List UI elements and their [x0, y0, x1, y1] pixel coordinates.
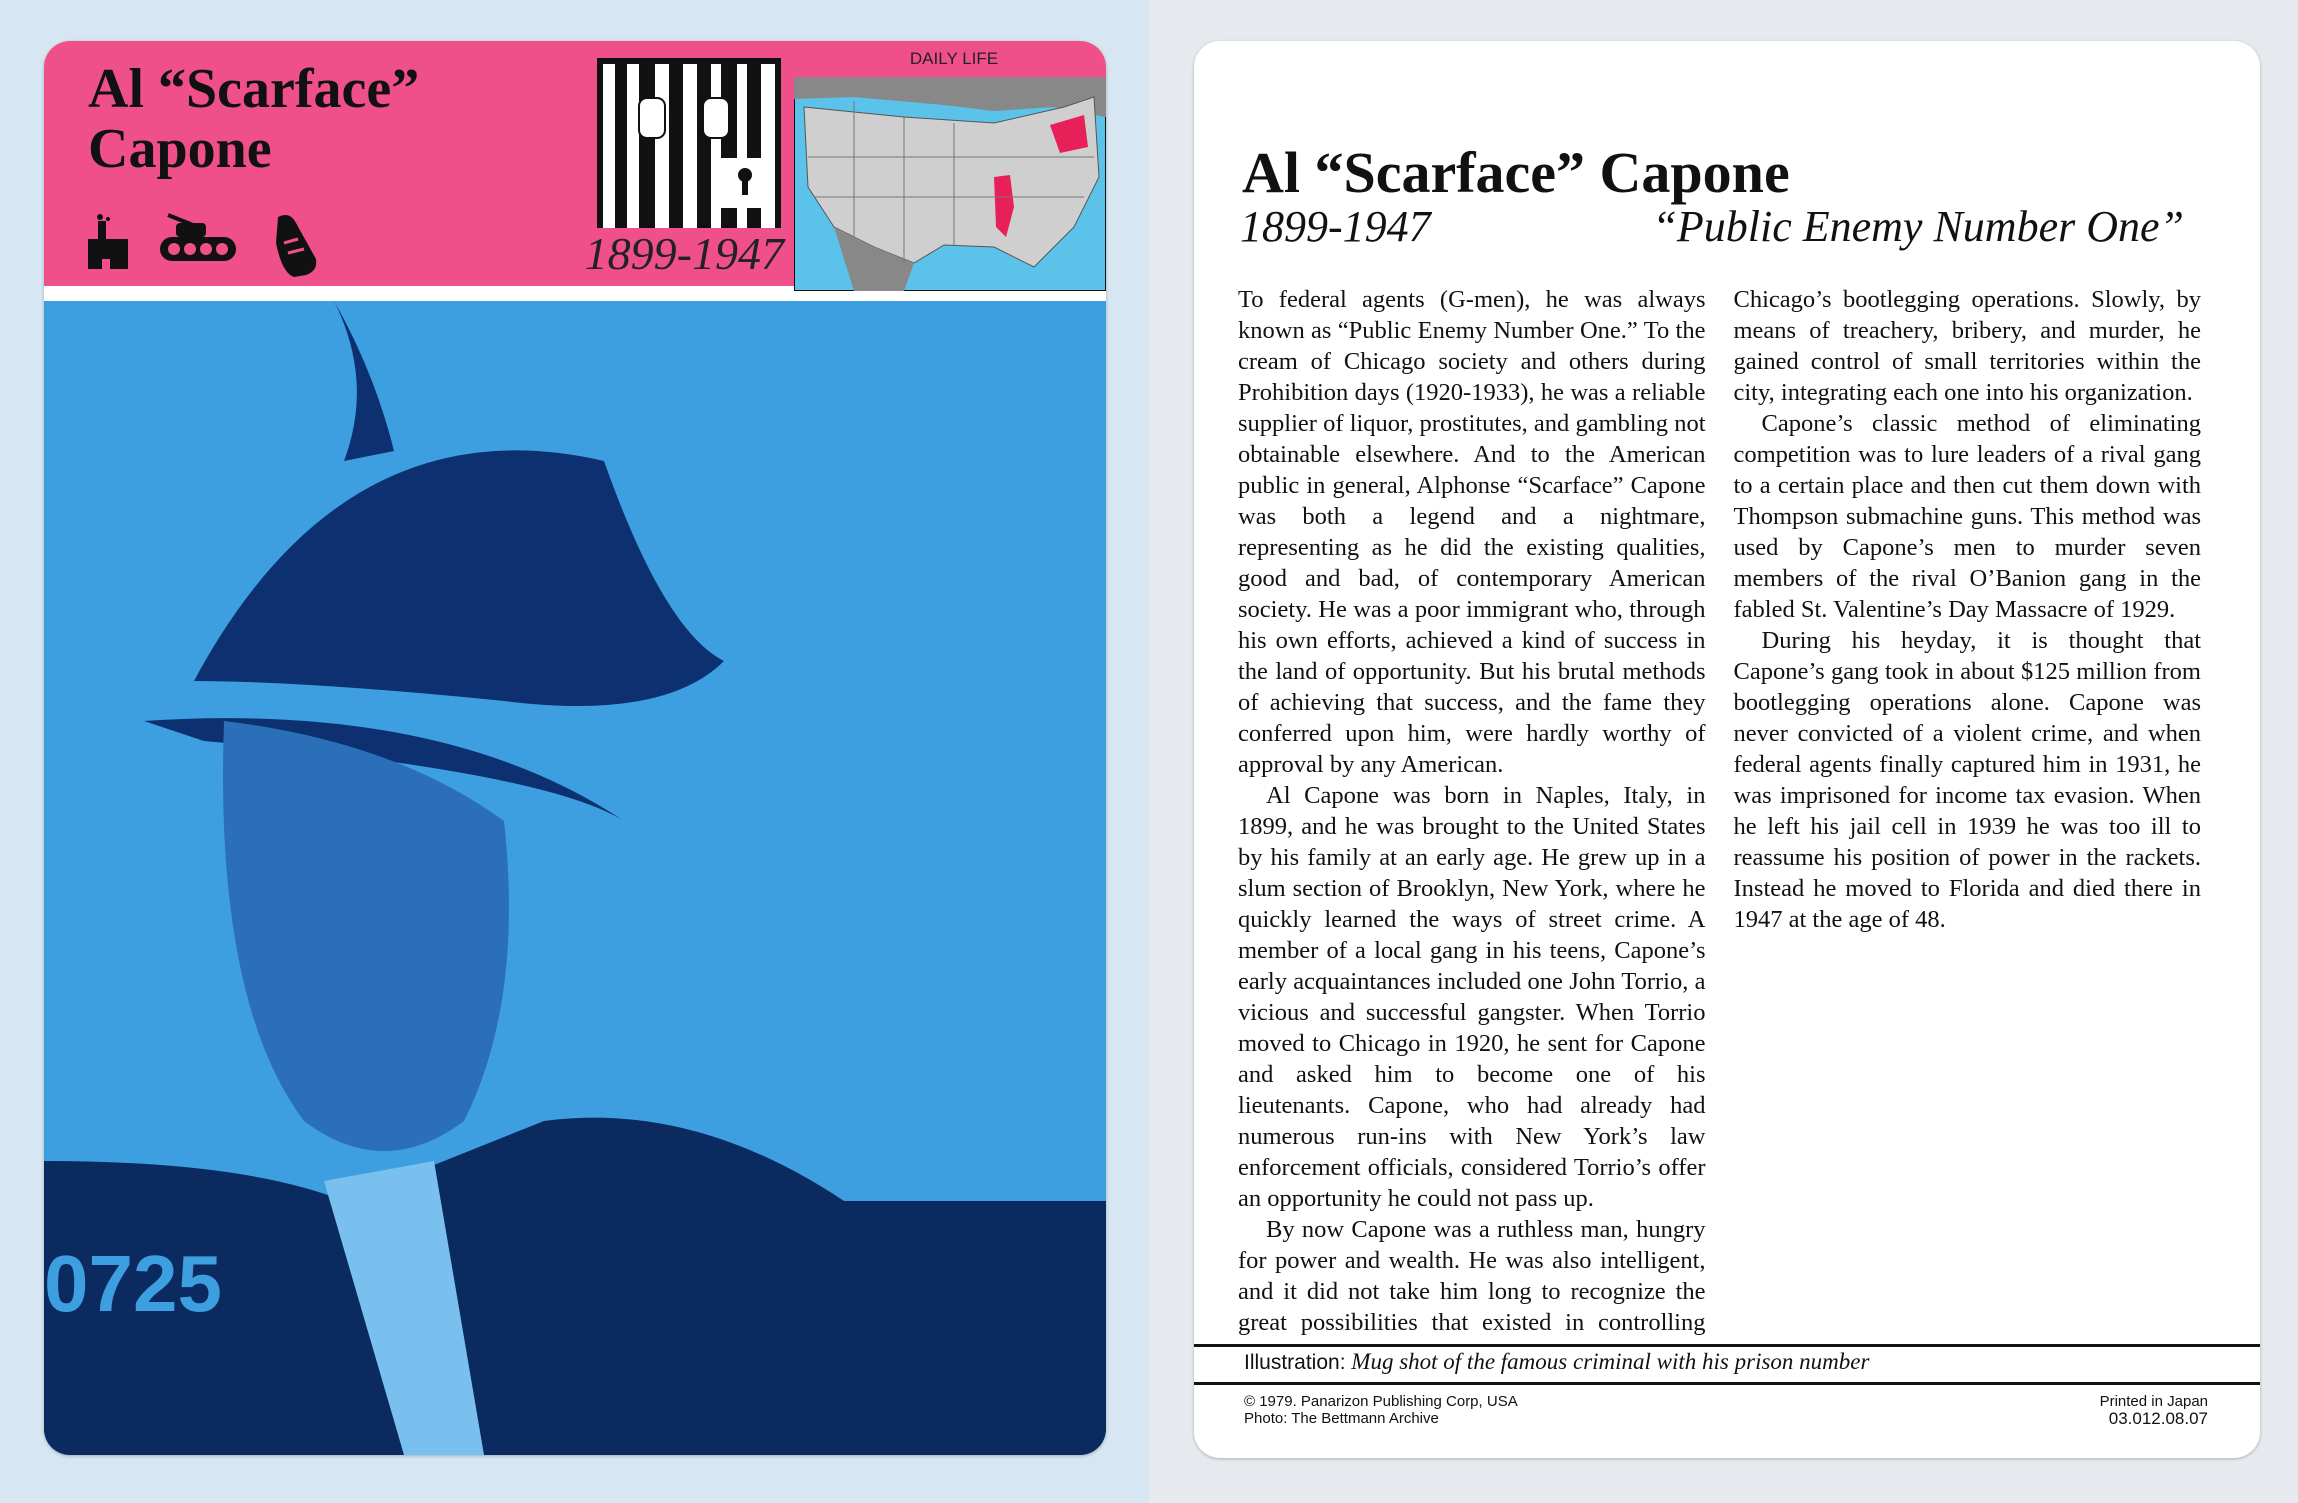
credits: [1244, 1393, 1518, 1427]
card-back: [1194, 41, 2260, 1458]
paragraph: By now Capone was a ruthless man, hungry for power and wealth. He was also intelligent, and it did not take him long to recognize the great possibilities that existed in controlling Chicago’s bootlegging operations. Slowly, by means of treachery, bribery, and murder, he gained control of small territories within the city, integrating each one into his organization.: [1238, 286, 2201, 1336]
illustration-text: Mug shot of the famous criminal with his prison number: [1351, 1349, 1870, 1374]
card-header: [44, 41, 1106, 286]
us-map: [794, 77, 1106, 291]
illustration-label: Illustration:: [1244, 1351, 1346, 1374]
back-title: Al “Scarface” Capone: [1242, 140, 1790, 205]
biography-text: [1238, 284, 2201, 1344]
card-front: [44, 41, 1106, 1455]
paragraph: To federal agents (G-men), he was always known as “Public Enemy Number One.” To the cream of Chicago society and others during Prohibition days (1920-1933), he was a reliable supplier of liquor, prostitutes, and gambling not obtainable elsewhere. And to the American public in general, Alphonse “Scarface” Capone was both a legend and a nightmare, representing as he did the existing qualities, good and bad, of contemporary American society. He was a poor immigrant who, through his own efforts, achieved a kind of success in the land of opportunity. But his brutal methods of achieving that success, and the fame they conferred upon him, were hardly worthy of approval by any American.: [1238, 286, 1706, 778]
photo-credit: Photo: The Bettmann Archive: [1244, 1410, 1439, 1427]
paragraph: During his heyday, it is thought that Capone’s gang took in about $125 million from bootlegging operations alone. Capone was never convicted of a violent crime, and when federal agents finally captured him in 1931, he was imprisoned for income tax evasion. When he left his jail cell in 1939 he was too ill to reassume his position of power in the rackets. Instead he moved to Florida and died there in 1947 at the age of 48.: [1733, 627, 2201, 933]
jail-bars-icon: [597, 58, 781, 228]
front-years: 1899-1947: [584, 228, 784, 279]
illustration-caption: [1244, 1349, 1869, 1375]
category-label: DAILY LIFE: [909, 49, 999, 68]
divider: [1194, 1344, 2260, 1347]
category-icons: [88, 213, 318, 277]
tank-icon: [158, 213, 238, 263]
prison-number: 0725: [44, 1239, 222, 1328]
title-line-1: Al “Scarface”: [88, 58, 420, 120]
print-info: [2100, 1393, 2208, 1427]
paragraph: Capone’s classic method of eliminating competition was to lure leaders of a rival gang to a certain place and then cut them down with Thompson submachine guns. This method was used by Capone’s men to murder seven members of the rival O’Banion gang in the fabled St. Valentine’s Day Massacre of 1929.: [1733, 410, 2201, 623]
back-nickname: “Public Enemy Number One”: [1652, 202, 2184, 251]
divider: [1194, 1382, 2260, 1385]
card-code: 03.012.08.07: [2108, 1409, 2208, 1428]
printed-in: Printed in Japan: [2099, 1393, 2208, 1410]
front-title: [88, 59, 508, 179]
title-line-2: Capone: [88, 118, 272, 180]
factory-icon: [88, 213, 128, 269]
copyright: © 1979. Panarizon Publishing Corp, USA: [1244, 1393, 1518, 1410]
rocket-capsule-icon: [268, 213, 318, 277]
mugshot-photo: [44, 301, 1106, 1455]
back-dates: 1899-1947: [1240, 202, 1431, 251]
mugshot-image: [44, 301, 1106, 1455]
paragraph: Al Capone was born in Naples, Italy, in 1899, and he was brought to the United States by his family at an early age. He grew up in a slum section of Brooklyn, New York, where he quickly learned the ways of street crime. A member of a local gang in his teens, Capone’s early acquaintances included one John Torrio, a vicious and successful gangster. When Torrio moved to Chicago in 1920, he sent for Capone and asked him to become one of his lieutenants. Capone, who had already had numerous run-ins with New York’s law enforcement officials, considered Torrio’s offer an opportunity he could not pass up.: [1238, 782, 1706, 1212]
